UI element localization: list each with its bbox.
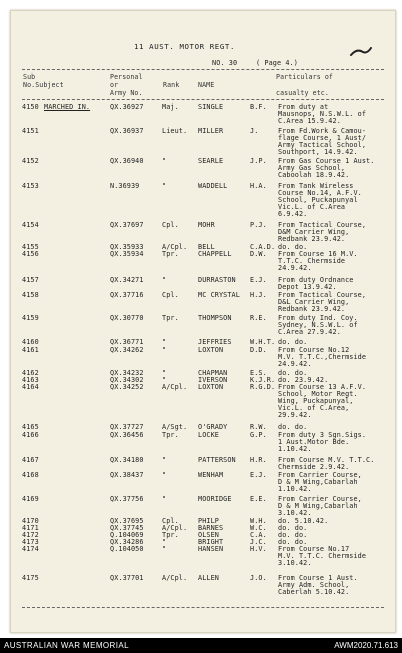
entry-particulars-line: From duty at bbox=[278, 103, 329, 111]
entry-particulars-line: D & M Wing,Cabarlah bbox=[278, 478, 358, 486]
entry-particulars-line: Wing, Puckapunyal, bbox=[278, 397, 354, 405]
entry-number: 4156 bbox=[22, 250, 39, 258]
entry-number: 4164 bbox=[22, 383, 39, 391]
entry-surname: MOHR bbox=[198, 221, 215, 229]
entry-particulars-line: From duty Ordnance bbox=[278, 276, 354, 284]
footer-rule bbox=[22, 607, 384, 608]
entry-surname: CHAPMAN bbox=[198, 369, 228, 377]
header-particulars: Particulars of bbox=[276, 73, 333, 81]
entry-number: 4173 bbox=[22, 538, 39, 546]
entry-particulars-line: 24.9.42. bbox=[278, 360, 312, 368]
entry-particulars-line: C.Area 27.9.42. bbox=[278, 328, 341, 336]
entry-particulars-line: flage Course, 1 Aust/ bbox=[278, 134, 367, 142]
entry-particulars-line: 1 Aust.Motor Bde. bbox=[278, 438, 350, 446]
entry-army-number: QX.34232 bbox=[110, 369, 144, 377]
entry-number: 4151 bbox=[22, 127, 39, 135]
entry-rank: Tpr. bbox=[162, 431, 179, 439]
entry-particulars-line: 1.10.42. bbox=[278, 485, 312, 493]
entry-number: 4168 bbox=[22, 471, 39, 479]
entry-surname: LOCKE bbox=[198, 431, 219, 439]
entry-surname: SINGLE bbox=[198, 103, 224, 111]
entry-surname: SEARLE bbox=[198, 157, 224, 165]
entry-rank: " bbox=[162, 157, 167, 165]
entry-army-number: QX.34180 bbox=[110, 456, 144, 464]
archive-footer bbox=[0, 638, 402, 653]
entry-surname: LOXTON bbox=[198, 346, 224, 354]
entry-number: 4171 bbox=[22, 524, 39, 532]
entry-particulars-line: 1.10.42. bbox=[278, 445, 312, 453]
entry-surname: JEFFRIES bbox=[198, 338, 232, 346]
entry-initials: K.J.R. bbox=[250, 376, 276, 384]
entry-particulars-line: Chermside 2.9.42. bbox=[278, 463, 350, 471]
entry-particulars-line: D&L Carrier Wing, bbox=[278, 298, 350, 306]
header-or: or bbox=[110, 81, 119, 89]
entry-particulars-line: do. do. bbox=[278, 531, 308, 539]
entry-particulars-line: From Course No.12 bbox=[278, 346, 350, 354]
entry-particulars-line: From Fd.Work & Camou- bbox=[278, 127, 367, 135]
entry-particulars-line: do. 5.10.42. bbox=[278, 517, 329, 525]
header-sub: Sub bbox=[23, 73, 36, 81]
entry-number: 4154 bbox=[22, 221, 39, 229]
entry-initials: R.E. bbox=[250, 314, 267, 322]
entry-number: 4169 bbox=[22, 495, 39, 503]
entry-particulars-line: Course No.14, A.F.V. bbox=[278, 189, 362, 197]
header-army-no: Army No. bbox=[110, 89, 143, 97]
entry-particulars-line: From Tactical Course, bbox=[278, 291, 367, 299]
entry-army-number: Q.104050 bbox=[110, 545, 144, 553]
entry-particulars-line: do. do. bbox=[278, 524, 308, 532]
entry-army-number: QX.37695 bbox=[110, 517, 144, 525]
page-number: ( Page 4.) bbox=[256, 59, 298, 67]
entry-particulars-line: 3.10.42. bbox=[278, 559, 312, 567]
entry-number: 4175 bbox=[22, 574, 39, 582]
header-name: NAME bbox=[198, 81, 215, 89]
entry-particulars-line: From Tactical Course, bbox=[278, 221, 367, 229]
entry-number: 4155 bbox=[22, 243, 39, 251]
entry-particulars-line: From Course 16 M.V. bbox=[278, 250, 358, 258]
entry-initials: J. bbox=[250, 127, 259, 135]
entry-particulars-line: School, Motor Regt. bbox=[278, 390, 358, 398]
entry-surname: MOORIDGE bbox=[198, 495, 232, 503]
entry-particulars-line: School, Puckapunyal bbox=[278, 196, 358, 204]
entry-army-number: QX.30770 bbox=[110, 314, 144, 322]
entry-particulars-line: Caberlah 5.10.42. bbox=[278, 588, 350, 596]
entry-army-number: Q.104069 bbox=[110, 531, 144, 539]
entry-particulars-line: D&M Carrier Wing, bbox=[278, 228, 350, 236]
entry-particulars-line: C.Area 15.9.42. bbox=[278, 117, 341, 125]
entry-particulars-line: do. 23.9.42. bbox=[278, 376, 329, 384]
entry-initials: D.D. bbox=[250, 346, 267, 354]
entry-particulars-line: do. do. bbox=[278, 338, 308, 346]
entry-surname: MILLER bbox=[198, 127, 224, 135]
entry-initials: B.F. bbox=[250, 103, 267, 111]
entry-number: 4174 bbox=[22, 545, 39, 553]
document-number: NO. 30 bbox=[212, 59, 238, 67]
entry-surname: O'GRADY bbox=[198, 423, 228, 431]
entry-number: 4159 bbox=[22, 314, 39, 322]
entry-surname: IVERSON bbox=[198, 376, 228, 384]
entry-surname: PHILP bbox=[198, 517, 219, 525]
entry-surname: ALLEN bbox=[198, 574, 219, 582]
entry-rank: " bbox=[162, 456, 167, 464]
entry-surname: CHAPPELL bbox=[198, 250, 232, 258]
entry-particulars-line: do. do. bbox=[278, 369, 308, 377]
entry-army-number: QX.34262 bbox=[110, 346, 144, 354]
entry-particulars-line: 6.9.42. bbox=[278, 210, 308, 218]
entry-particulars-line: From Carrier Course, bbox=[278, 495, 362, 503]
entry-particulars-line: Depot 13.9.42. bbox=[278, 283, 337, 291]
entry-initials: D.W. bbox=[250, 250, 267, 258]
entry-army-number: QX.37745 bbox=[110, 524, 144, 532]
entry-army-number: QX.36937 bbox=[110, 127, 144, 135]
entry-surname: LOXTON bbox=[198, 383, 224, 391]
entry-particulars-line: 3.10.42. bbox=[278, 509, 312, 517]
entry-surname: HANSEN bbox=[198, 545, 224, 553]
entry-particulars-line: Sydney, N.S.W.L. of bbox=[278, 321, 358, 329]
entry-initials: J.P. bbox=[250, 157, 267, 165]
entry-initials: H.V. bbox=[250, 545, 267, 553]
entry-number: 4163 bbox=[22, 376, 39, 384]
header-personal: Personal bbox=[110, 73, 143, 81]
entry-number: 4153 bbox=[22, 182, 39, 190]
entry-initials: R.W. bbox=[250, 423, 267, 431]
entry-particulars-line: Redbank 23.9.42. bbox=[278, 235, 346, 243]
entry-rank: " bbox=[162, 369, 167, 377]
entry-rank: " bbox=[162, 276, 167, 284]
entry-rank: Cpl. bbox=[162, 517, 179, 525]
entry-particulars-line: From Course 1 Aust. bbox=[278, 574, 358, 582]
entry-rank: Lieut. bbox=[162, 127, 188, 135]
entry-initials: P.J. bbox=[250, 221, 267, 229]
entry-number: 4150 bbox=[22, 103, 39, 111]
entry-surname: MC CRYSTAL bbox=[198, 291, 240, 299]
entry-particulars-line: Army Adm. School, bbox=[278, 581, 350, 589]
entry-particulars-line: Southport, 14.9.42. bbox=[278, 148, 358, 156]
entry-particulars-line: From Course M.V. T.T.C. bbox=[278, 456, 375, 464]
entry-number: 4161 bbox=[22, 346, 39, 354]
entry-army-number: QX.34271 bbox=[110, 276, 144, 284]
entry-particulars-line: Vic.L. of C.Area, bbox=[278, 404, 350, 412]
entry-army-number: QX.36927 bbox=[110, 103, 144, 111]
entry-rank: A/Cpl. bbox=[162, 574, 188, 582]
entry-particulars-line: Army Tactical School, bbox=[278, 141, 367, 149]
entry-particulars-line: M.V. T.T.C. Chermside bbox=[278, 552, 367, 560]
entry-initials: E.S. bbox=[250, 369, 267, 377]
entry-particulars-line: Army Gas School, bbox=[278, 164, 346, 172]
entry-initials: G.P. bbox=[250, 431, 267, 439]
entry-particulars-line: D & M Wing,Cabarlah bbox=[278, 502, 358, 510]
document-title: 11 AUST. MOTOR REGT. bbox=[134, 42, 235, 51]
entry-particulars-line: From Gas Course 1 Aust. bbox=[278, 157, 375, 165]
entry-particulars-line: From duty Ind. Coy. bbox=[278, 314, 358, 322]
entry-particulars-line: Redbank 23.9.42. bbox=[278, 305, 346, 313]
entry-particulars-line: do. do. bbox=[278, 243, 308, 251]
entry-initials: J.O. bbox=[250, 574, 267, 582]
entry-army-number: QX.34302 bbox=[110, 376, 144, 384]
entry-surname: OLSEN bbox=[198, 531, 219, 539]
entry-army-number: QX.34252 bbox=[110, 383, 144, 391]
entry-rank: " bbox=[162, 538, 167, 546]
entry-initials: H.R. bbox=[250, 456, 267, 464]
entry-initials: W.C. bbox=[250, 524, 267, 532]
entry-army-number: QX.37756 bbox=[110, 495, 144, 503]
entry-initials: R.G.D. bbox=[250, 383, 276, 391]
entry-initials: H.A. bbox=[250, 182, 267, 190]
entry-rank: " bbox=[162, 471, 167, 479]
entry-initials: E.J. bbox=[250, 471, 267, 479]
entry-rank: " bbox=[162, 495, 167, 503]
entry-subject: MARCHED IN. bbox=[44, 103, 91, 111]
entry-particulars-line: M.V. T.T.C.,Chermside bbox=[278, 353, 367, 361]
entry-initials: W.H. bbox=[250, 517, 267, 525]
entry-surname: BRIGHT bbox=[198, 538, 224, 546]
entry-surname: WADDELL bbox=[198, 182, 228, 190]
entry-army-number: QX.37716 bbox=[110, 291, 144, 299]
entry-initials: E.E. bbox=[250, 495, 267, 503]
entry-number: 4158 bbox=[22, 291, 39, 299]
entry-surname: DURRASTON bbox=[198, 276, 236, 284]
entry-rank: " bbox=[162, 545, 167, 553]
entry-army-number: QX.35934 bbox=[110, 250, 144, 258]
entry-number: 4166 bbox=[22, 431, 39, 439]
entry-particulars-line: From duty 3 Sgn.Sigs. bbox=[278, 431, 367, 439]
entry-rank: Tpr. bbox=[162, 314, 179, 322]
archive-name: AUSTRALIAN WAR MEMORIAL bbox=[4, 641, 129, 650]
entry-particulars-line: From Tank Wireless bbox=[278, 182, 354, 190]
entry-number: 4167 bbox=[22, 456, 39, 464]
entry-army-number: N.36939 bbox=[110, 182, 140, 190]
entry-rank: Maj. bbox=[162, 103, 179, 111]
entry-army-number: QX.38437 bbox=[110, 471, 144, 479]
entry-number: 4165 bbox=[22, 423, 39, 431]
entry-rank: A/Cpl. bbox=[162, 243, 188, 251]
entry-rank: " bbox=[162, 376, 167, 384]
entry-rank: " bbox=[162, 346, 167, 354]
entry-particulars-line: Vic.L. of C.Area bbox=[278, 203, 346, 211]
entry-rank: Tpr. bbox=[162, 250, 179, 258]
archive-reference: AWM2020.71.613 bbox=[334, 641, 398, 650]
entry-army-number: QX.37697 bbox=[110, 221, 144, 229]
entry-number: 4152 bbox=[22, 157, 39, 165]
entry-army-number: QX.36456 bbox=[110, 431, 144, 439]
header-rule-bottom bbox=[22, 99, 384, 100]
entry-army-number: QX.36771 bbox=[110, 338, 144, 346]
entry-surname: THOMPSON bbox=[198, 314, 232, 322]
entry-number: 4162 bbox=[22, 369, 39, 377]
entry-surname: WENHAM bbox=[198, 471, 224, 479]
pen-mark-icon bbox=[350, 46, 372, 58]
entry-particulars-line: 29.9.42. bbox=[278, 411, 312, 419]
entry-rank: " bbox=[162, 182, 167, 190]
entry-surname: PATTERSON bbox=[198, 456, 236, 464]
entry-rank: Cpl. bbox=[162, 291, 179, 299]
entry-initials: E.J. bbox=[250, 276, 267, 284]
entry-army-number: QX.34286 bbox=[110, 538, 144, 546]
entry-rank: A/Cpl. bbox=[162, 524, 188, 532]
entry-initials: C.A. bbox=[250, 531, 267, 539]
entry-particulars-line: 24.9.42. bbox=[278, 264, 312, 272]
entry-rank: Tpr. bbox=[162, 531, 179, 539]
header-casualty: casualty etc. bbox=[276, 89, 329, 97]
entry-particulars-line: do. do. bbox=[278, 538, 308, 546]
entry-particulars-line: From Course No.17 bbox=[278, 545, 350, 553]
entry-initials: W.H.T. bbox=[250, 338, 276, 346]
entry-number: 4157 bbox=[22, 276, 39, 284]
entry-particulars-line: Caboolah 18.9.42. bbox=[278, 171, 350, 179]
entry-rank: Cpl. bbox=[162, 221, 179, 229]
entry-surname: BARNES bbox=[198, 524, 224, 532]
header-rule-top bbox=[22, 69, 384, 70]
entry-number: 4172 bbox=[22, 531, 39, 539]
entry-surname: BELL bbox=[198, 243, 215, 251]
entry-particulars-line: T.T.C. Chermside bbox=[278, 257, 346, 265]
entry-initials: J.C. bbox=[250, 538, 267, 546]
entry-army-number: QX.37701 bbox=[110, 574, 144, 582]
entry-particulars-line: do. do. bbox=[278, 423, 308, 431]
header-rank: Rank bbox=[163, 81, 180, 89]
entry-particulars-line: From Course 13 A.F.V. bbox=[278, 383, 367, 391]
entry-rank: A/Cpl. bbox=[162, 383, 188, 391]
entry-particulars-line: From Carrier Course, bbox=[278, 471, 362, 479]
entry-army-number: QX.36940 bbox=[110, 157, 144, 165]
entry-army-number: QX.35933 bbox=[110, 243, 144, 251]
header-no-subject: No.Subject bbox=[23, 81, 64, 89]
entry-particulars-line: Mausnops, N.S.W.L. of bbox=[278, 110, 367, 118]
entry-rank: " bbox=[162, 338, 167, 346]
entry-initials: H.J. bbox=[250, 291, 267, 299]
entry-number: 4170 bbox=[22, 517, 39, 525]
entry-number: 4160 bbox=[22, 338, 39, 346]
entry-rank: A/Sgt. bbox=[162, 423, 188, 431]
entry-army-number: QX.37727 bbox=[110, 423, 144, 431]
entry-initials: C.A.D. bbox=[250, 243, 276, 251]
